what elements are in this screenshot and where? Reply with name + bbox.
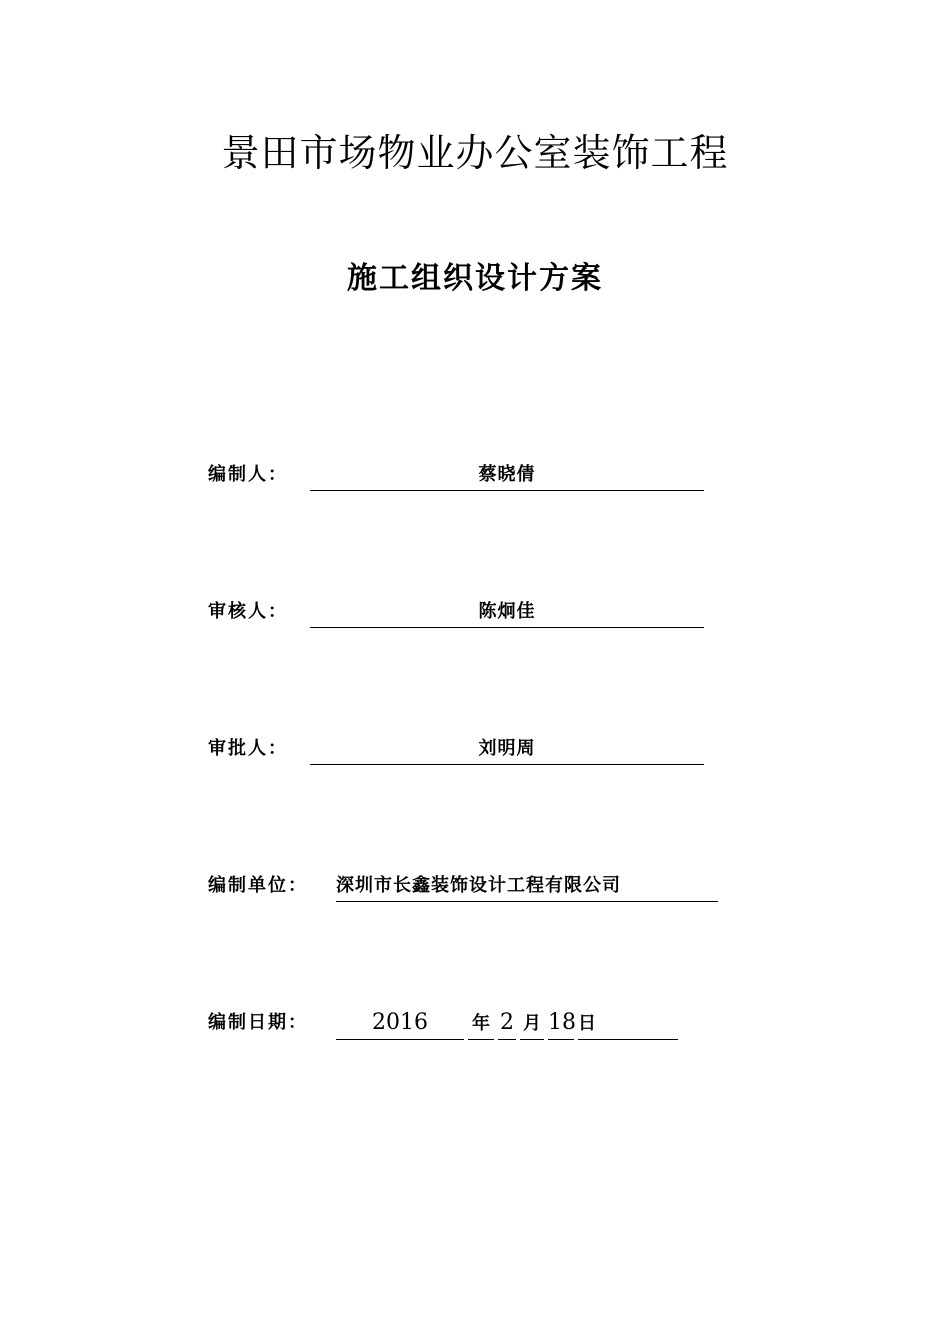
organization-value: 深圳市长鑫装饰设计工程有限公司: [336, 873, 718, 902]
organization-label: 编制单位：: [208, 875, 308, 896]
approver-field: [208, 736, 708, 766]
date-day: 18: [548, 1009, 574, 1040]
approver-value: 刘明周: [310, 736, 704, 765]
document-subtitle: 施工组织设计方案: [347, 261, 603, 296]
compiler-label: 编制人：: [208, 464, 288, 485]
date-year: 2016: [336, 1009, 464, 1040]
compiler-field: [208, 462, 708, 492]
date-label: 编制日期：: [208, 1012, 308, 1033]
date-day-unit: 日: [578, 1009, 678, 1040]
organization-field: [208, 873, 728, 903]
date-month-unit: 月: [520, 1009, 544, 1040]
compiler-value: 蔡晓倩: [310, 462, 704, 491]
date-field: [208, 1010, 688, 1040]
date-year-unit: 年: [468, 1009, 494, 1040]
reviewer-label: 审核人：: [208, 601, 288, 622]
reviewer-field: [208, 599, 708, 629]
reviewer-value: 陈炯佳: [310, 599, 704, 628]
date-value: [336, 1010, 688, 1040]
date-month: 2: [498, 1009, 516, 1040]
approver-label: 审批人：: [208, 738, 288, 759]
document-title: 景田市场物业办公室装饰工程: [221, 131, 729, 175]
